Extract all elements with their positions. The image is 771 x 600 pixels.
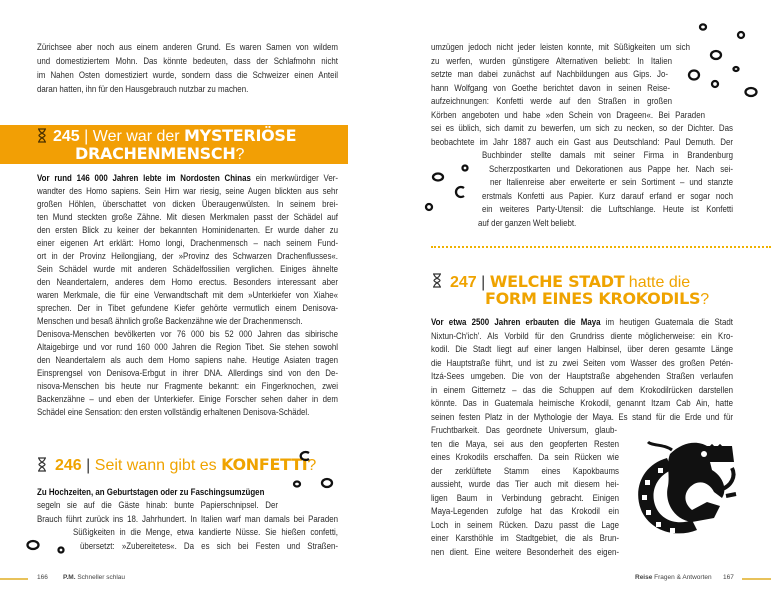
separator: |: [481, 274, 486, 291]
text-line: Maya-Legenden zufolge hat das Krokodil ein: [431, 506, 619, 516]
text-line: Sein Schädel wurde mit anderen Schädelfossilien verglichen. Einiges ähnelte: [37, 264, 338, 274]
question-number: 246: [55, 457, 82, 474]
text-line: ligen Baum in Verbindung gebracht. Einigen: [431, 492, 619, 503]
footer-rule: [742, 578, 771, 580]
text-line: in einem Gitternetz – das die Schuppen auf dem Krokodilrücken darstellen: [431, 384, 733, 395]
text-line: ner Italienreise aber erweiterte er sein Sortiment – und stanzte: [490, 177, 733, 187]
text-line: und domestiziertem Mohn. Das könnte bedeuten, dass der Schlafmohn nicht: [37, 56, 338, 66]
text-line: setzte man dabei zunächst auf Nachbildungen aus Gips. Jo-: [431, 69, 668, 79]
confetti-circle-icon: [28, 541, 39, 549]
text-line: einer Karsthöhle im Stadtgebiet, die als Brun-: [431, 533, 619, 543]
text-line: sprechen. Der in Tibet gefundene Kiefer gehörte vermutlich einem Denisova-: [37, 303, 338, 313]
text-line: Menschen und besaß ähnlich große Backenzähne wie der Drachenmensch.: [37, 316, 303, 326]
question-title-caps: DRACHENMENSCH: [75, 144, 236, 163]
text-line: Schädel eine Sensation: den ersten vollständig erhaltenen Denisova-Schädel.: [37, 407, 310, 417]
line-text: im heutigen Guatemala die Stadt: [600, 317, 733, 327]
text-line: Altaigebirge und vor rund 160 000 Jahren die Region Tibet. Sie stehen sowohl: [37, 342, 338, 352]
confetti-circle-icon: [689, 71, 699, 80]
confetti-circle-icon: [711, 51, 721, 59]
separator: |: [86, 457, 91, 474]
confetti-circle-icon: [59, 548, 64, 553]
confetti-circle-icon: [426, 204, 432, 210]
confetti-circle-icon: [734, 67, 739, 71]
question-number: 247: [450, 274, 477, 291]
text-line: aussieht, wurde das Tier auch mit diesem hei-: [431, 479, 619, 489]
text-line: nen dient. Eine weitere Besonderheit des eigen-: [431, 546, 619, 557]
text-line: den Neandertalern als auch dem Homo sapiens nahe. Heutige Asiaten tragen: [37, 355, 338, 365]
text-line: Denisova-Menschen bevölkerten vor 76 000 bis 52 000 Jahren das sibirische: [37, 329, 338, 339]
footer-series-name: Schneller schlau: [77, 574, 126, 581]
text-line: einer eigenen Art erklärt: Homo longi, Drachenmensch – nach seinem Fund-: [37, 238, 338, 248]
text-line: im Nahen Osten domestiziert wurde, sondern dass die Schweizer einen Anteil: [37, 70, 338, 80]
text-line: seinen festen Platz in der Mythologie der Maya. Es stand für die Erde und für: [431, 411, 733, 422]
confetti-circle-icon: [712, 81, 718, 87]
confetti-circle-icon: [463, 166, 468, 171]
confetti-circle-icon: [322, 479, 332, 487]
footer-rule: [0, 578, 28, 580]
footer-series: [63, 574, 125, 581]
text-line: ein weiteres Party-Utensil: die Luftschlange. Heute ist Konfetti: [482, 204, 733, 214]
text-line: nisova-Menschen bis heute nur Fragmente bekannt: ein Fingerknochen, zwei: [37, 381, 338, 391]
text-line: wandter des Homo sapiens. Sein Hirn war riesig, seine Augen blickten aus sehr: [37, 186, 338, 196]
text-line: übersetzt: »Zubereitetes«. Da es sich bei Festen und Straßen-: [80, 540, 338, 551]
text-line: Backenzähne – und eben der Unterkiefer. Einige Forscher sehen daher in dem: [37, 394, 338, 404]
lead-in-bold: Vor etwa 2500 Jahren erbauten die Maya: [431, 317, 601, 327]
text-line: Zürichsee aber noch aus einem anderen Grund. Es waren Samen von wildem: [37, 42, 338, 52]
text-line: den Neandertalern, anderes dem Homo erectus. Besonders interessant aber: [37, 277, 338, 287]
confetti-circle-icon: [294, 482, 300, 487]
confetti-circle-icon: [301, 452, 309, 460]
question-title-part: Seit wann gibt es: [94, 457, 222, 474]
confetti-circle-icon: [738, 32, 744, 38]
text-line: aufzeichnungen: Konfetti werde auf den Straßen in großen: [431, 96, 672, 106]
question-title-caps: MYSTERIÖSE: [184, 126, 297, 145]
text-line: Einsprengsel von Denisova-Erbgut in ihrer DNA. Allerdings sind von den De-: [37, 368, 338, 378]
text-line: die Hauptstraße führt, und ist zu zwei Seiten vom Wasser des großen Petén-: [431, 357, 733, 368]
text-line: daran hatten, ihn für den Hausgebrauch nutzbar zu machen.: [37, 84, 249, 94]
text-line: waren Merkmale, die für eine Verwandtschaft mit dem »Unterkiefer von Xiahe«: [37, 290, 338, 300]
question-number: 245: [53, 128, 80, 145]
text-line: sei es üblich, sich damit zu bewerfen, um sich zu necken, so der Dichter. Das: [431, 123, 733, 133]
text-line: den ersten Blick zu keiner der bekannten Hominidenarten. Er wurde daher zu: [37, 225, 338, 235]
question-title-end: ?: [700, 291, 710, 308]
text-line: zu werfen, wurden günstigere Alternativen beliebt: In Italien: [431, 55, 672, 66]
confetti-circle-icon: [700, 24, 706, 29]
text-line: erstmals Konfetti aus Papier. Kurz darauf erfand er sogar noch: [482, 190, 733, 201]
question-title-caps: KONFETTI: [221, 455, 308, 474]
text-line: Fruchtbarkeit. Das geordnete Universum, glaub-: [431, 425, 617, 435]
page-number: 167: [723, 574, 734, 581]
footer-subtitle: Fragen & Antworten: [654, 574, 712, 581]
text-line: großen Höhlen, überschattet von dicken Überaugenwülsten. In seinem brei-: [37, 199, 338, 209]
text-line: beobachtete im Jahr 1887 auch ein Gast aus Deutschland: Paul Demuth. Der: [431, 136, 733, 147]
text-line: Scherzpostkarten und Dekorationen aus Pappe her. Nach sei-: [489, 163, 733, 174]
text-line: eines Krokodils erschaffen. Da sein Rücken wie: [431, 452, 619, 462]
text-line: kodil. Die Stadt liegt auf einer langen Halbinsel, über deren gesamte Länge: [431, 344, 733, 354]
text-line: Brauch führt zurück ins 18. Jahrhundert. In Italien warf man damals bei Paraden: [37, 513, 338, 524]
question-title-caps: FORM EINES KROKODILS: [485, 289, 701, 308]
question-title-caps: WELCHE STADT: [489, 272, 625, 291]
question-title-part: Wer war der: [92, 128, 185, 145]
text-line: ten die Maya, sei aus den geopferten Resten: [431, 438, 619, 449]
confetti-circle-icon: [456, 187, 464, 197]
text-line: umzügen jedoch nicht jeder leisten konnte, mit Süßigkeiten um sich: [431, 42, 690, 52]
text-line: Loch in seinem Rücken. Dazu passt die Lage: [431, 519, 619, 530]
text-line: auf der ganzen Welt beliebt.: [478, 217, 577, 228]
question-title-end: ?: [235, 146, 245, 163]
footer-brand: P.M.: [63, 574, 76, 581]
text-line: könnte. Das in Guatemala heimische Krokodil, genannt Itzam Cab Ain, hatte: [431, 398, 733, 408]
text-line: hann Wolfgang von Goethe berichtet davon in seinen Reise-: [431, 82, 670, 93]
page-number: 166: [37, 574, 48, 581]
text-line: Süßigkeiten in die Menge, etwa kandierte Nüsse. Sie hießen confetti,: [73, 527, 338, 538]
confetti-circle-icon: [433, 174, 443, 181]
text-line: Buchbinder stellte damals mit seiner Firma in Brandenburg: [482, 150, 733, 160]
text-line: Körben angeboten und habe »den Schein von Drageen«. Bei Paraden: [431, 109, 705, 120]
question-title-end: ?: [307, 457, 317, 474]
line-text: ein merkwürdiger Ver-: [250, 173, 338, 183]
question-title-part: hatte die: [624, 274, 691, 291]
text-line: Nixtun-Ch'ich'. Als Vorbild für den Grundriss diente möglicherweise: ein Kro-: [431, 330, 733, 341]
footer-section: [635, 574, 712, 581]
lead-in-bold: Zu Hochzeiten, an Geburtstagen oder zu Faschingsumzügen: [37, 487, 265, 497]
text-line: Itzá-Sees umgeben. Die von der Hauptstraße abgehenden Straßen verlaufen: [431, 371, 733, 381]
confetti-circle-icon: [746, 88, 757, 96]
separator: |: [84, 128, 89, 145]
lead-in-bold: Vor rund 146 000 Jahren lebte im Nordosten Chinas: [37, 173, 251, 183]
text-line: ten Mund steckten große Zähne. Mit diesen Merkmalen passt der Schädel auf: [37, 212, 338, 222]
text-line: segeln sie auf die Gäste hinab: bunte Papierschnipsel. Der: [37, 500, 278, 511]
text-line: ort in der Provinz Heilongjiang, der »Provinz des Schwarzen Drachenflusses«.: [37, 251, 338, 261]
text-line: der zerklüftete Stamm eines Kapokbaums: [431, 465, 619, 476]
footer-section-name: Reise: [635, 574, 653, 581]
